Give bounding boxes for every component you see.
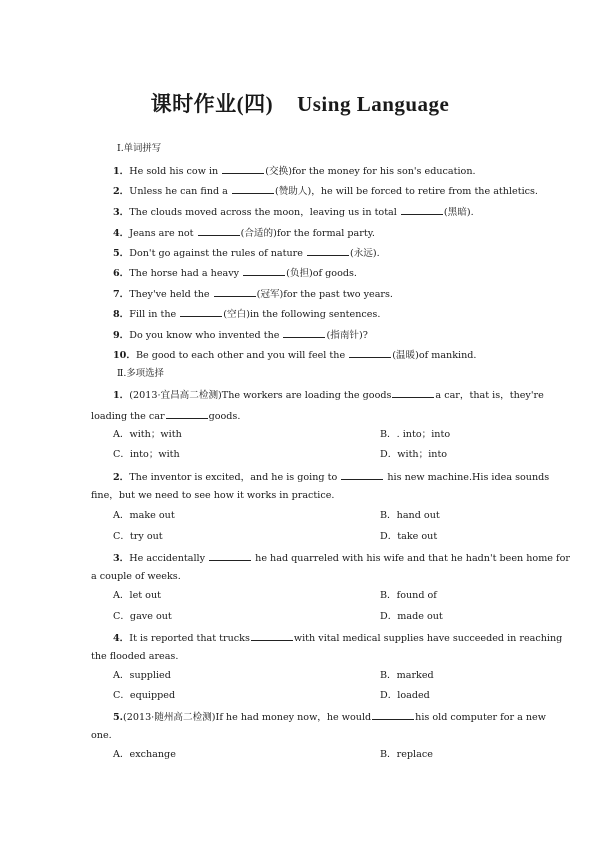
answer-blank[interactable] [401,205,443,215]
q2-option-b[interactable]: B．hand out [380,510,440,521]
q3-option-d[interactable]: D．made out [380,611,443,622]
q4-option-b[interactable]: B．marked [380,670,434,681]
answer-blank[interactable] [372,710,414,720]
answer-blank[interactable] [283,328,325,338]
answer-blank[interactable] [209,551,251,561]
title-english: Using Language [297,92,450,116]
answer-blank[interactable] [166,409,208,419]
q2-option-d[interactable]: D．take out [380,531,438,542]
q5-option-a[interactable]: A．exchange [113,749,176,760]
question-2-line-1: 2．The inventor is excited，and he is going to his new machine.His idea sounds [113,472,550,483]
page-title [0,88,600,118]
question-1-line-2: loading the car goods. [91,411,241,422]
q2-option-c[interactable]: C．try out [113,531,163,542]
spelling-item-4: 4．Jeans are not (合适的)for the formal party. [113,228,375,239]
spelling-item-9: 9．Do you know who invented the (指南针)? [113,330,368,341]
answer-blank[interactable] [222,164,264,174]
answer-blank[interactable] [307,246,349,256]
q1-option-a[interactable]: A．with；with [113,429,182,440]
answer-blank[interactable] [232,184,274,194]
answer-blank[interactable] [392,388,434,398]
q2-option-a[interactable]: A．make out [113,510,175,521]
question-2-line-2: fine，but we need to see how it works in practice. [91,490,335,501]
answer-blank[interactable] [214,287,256,297]
q1-option-b[interactable]: B．. into；into [380,429,451,440]
q3-option-a[interactable]: A．let out [113,590,161,601]
question-5-line-2: one. [91,730,112,741]
answer-blank[interactable] [198,226,240,236]
spelling-item-8: 8．Fill in the (空白)in the following sentences. [113,309,381,320]
q1-option-c[interactable]: C．into；with [113,449,180,460]
q4-option-c[interactable]: C．equipped [113,690,176,701]
answer-blank[interactable] [349,348,391,358]
answer-blank[interactable] [251,631,293,641]
spelling-item-7: 7．They've held the (冠军)for the past two years. [113,289,393,300]
q4-option-d[interactable]: D．loaded [380,690,430,701]
q1-option-d[interactable]: D．with；into [380,449,448,460]
q3-option-b[interactable]: B．found of [380,590,437,601]
answer-blank[interactable] [243,266,285,276]
question-1-line-1: 1．(2013·宜昌高二检测)The workers are loading the goods a car，that is，they're [113,390,544,401]
q4-option-a[interactable]: A．supplied [113,670,171,681]
question-3-line-2: a couple of weeks. [91,571,181,582]
spelling-item-3: 3．The clouds moved across the moon，leaving us in total (黑暗). [113,207,474,218]
spelling-item-6: 6．The horse had a heavy (负担)of goods. [113,268,357,279]
spelling-item-1: 1．He sold his cow in (交换)for the money for his son's education. [113,166,476,177]
section-heading-multiple-choice: Ⅱ.多项选择 [117,368,164,379]
spelling-item-5: 5．Don't go against the rules of nature (永远). [113,248,380,259]
answer-blank[interactable] [180,307,222,317]
spelling-item-2: 2．Unless he can find a (赞助人)，he will be forced to retire from the athletics. [113,186,538,197]
answer-blank[interactable] [341,470,383,480]
q3-option-c[interactable]: C．gave out [113,611,172,622]
question-4-line-2: the flooded areas. [91,651,179,662]
question-3-line-1: 3．He accidentally he had quarreled with his wife and that he hadn't been home for [113,553,570,564]
q5-option-b[interactable]: B．replace [380,749,433,760]
title-chinese: 课时作业(四) [150,92,274,116]
question-4-line-1: 4．It is reported that trucks with vital medical supplies have succeeded in reaching [113,633,563,644]
spelling-item-10: 10．Be good to each other and you will feel the (温暖)of mankind. [113,350,477,361]
section-heading-spelling: Ⅰ.单词拼写 [117,143,162,154]
question-5-line-1: 5.(2013·随州高二检测)If he had money now，he would his old computer for a new [113,712,546,723]
